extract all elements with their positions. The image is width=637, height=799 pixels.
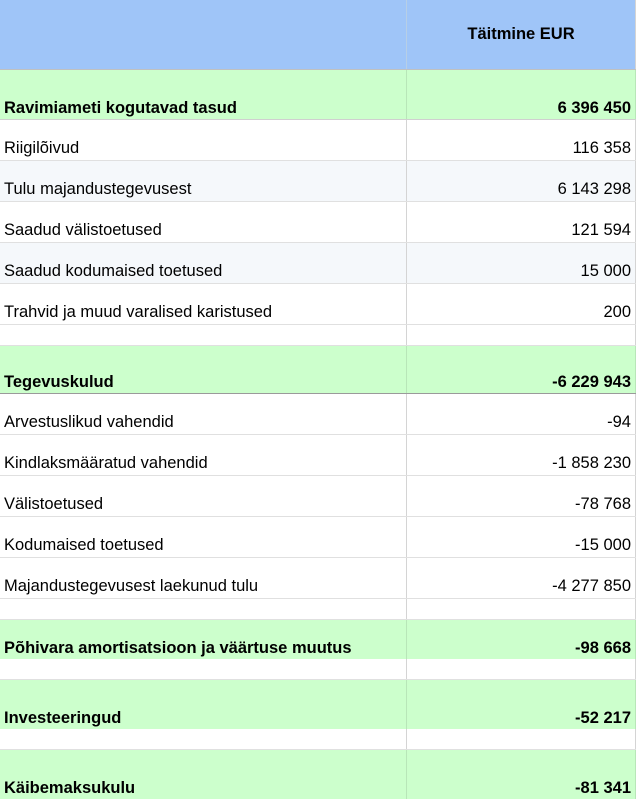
spacer-row [0, 325, 636, 346]
section-total: -6 229 943 [407, 346, 636, 394]
section-total: -52 217 [407, 680, 636, 730]
section-row [0, 70, 636, 120]
row-value: 121 594 [407, 202, 636, 243]
spacer-cell [407, 325, 636, 346]
spacer-cell [407, 729, 636, 750]
table-header-row [0, 0, 636, 70]
row-label: Majandustegevusest laekunud tulu [0, 558, 407, 599]
spacer-cell [407, 599, 636, 620]
spacer-row [0, 729, 636, 750]
section-title: Põhivara amortisatsioon ja väärtuse muutus [0, 620, 407, 660]
table-row [0, 558, 636, 599]
section-row [0, 750, 636, 799]
section-row [0, 346, 636, 394]
table-row [0, 435, 636, 476]
section-row [0, 680, 636, 730]
section-title: Tegevuskulud [0, 346, 407, 394]
table-row [0, 161, 636, 202]
table-row [0, 517, 636, 558]
row-label: Välistoetused [0, 476, 407, 517]
spacer-cell [0, 729, 407, 750]
row-label: Saadud välistoetused [0, 202, 407, 243]
row-label: Arvestuslikud vahendid [0, 394, 407, 435]
table-row [0, 394, 636, 435]
spacer-row [0, 599, 636, 620]
row-value: 6 143 298 [407, 161, 636, 202]
spacer-cell [407, 659, 636, 680]
table-row [0, 284, 636, 325]
row-value: -78 768 [407, 476, 636, 517]
row-value: 200 [407, 284, 636, 325]
spacer-row [0, 659, 636, 680]
section-title: Käibemaksukulu [0, 750, 407, 799]
table-row [0, 476, 636, 517]
spacer-cell [0, 599, 407, 620]
section-title: Ravimiameti kogutavad tasud [0, 70, 407, 120]
section-row [0, 620, 636, 660]
row-label: Trahvid ja muud varalised karistused [0, 284, 407, 325]
row-label: Tulu majandustegevusest [0, 161, 407, 202]
section-total: 6 396 450 [407, 70, 636, 120]
row-value: -94 [407, 394, 636, 435]
row-value: 15 000 [407, 243, 636, 284]
row-label: Kindlaksmääratud vahendid [0, 435, 407, 476]
table-row [0, 202, 636, 243]
row-value: -4 277 850 [407, 558, 636, 599]
header-value-cell: Täitmine EUR [407, 0, 636, 70]
row-label: Kodumaised toetused [0, 517, 407, 558]
row-value: 116 358 [407, 120, 636, 161]
section-total: -81 341 [407, 750, 636, 799]
row-value: -15 000 [407, 517, 636, 558]
row-label: Riigilõivud [0, 120, 407, 161]
section-total: -98 668 [407, 620, 636, 660]
section-title: Investeeringud [0, 680, 407, 730]
header-label-cell [0, 0, 407, 70]
row-label: Saadud kodumaised toetused [0, 243, 407, 284]
spacer-cell [0, 659, 407, 680]
table-row [0, 120, 636, 161]
spacer-cell [0, 325, 407, 346]
row-value: -1 858 230 [407, 435, 636, 476]
table-row [0, 243, 636, 284]
